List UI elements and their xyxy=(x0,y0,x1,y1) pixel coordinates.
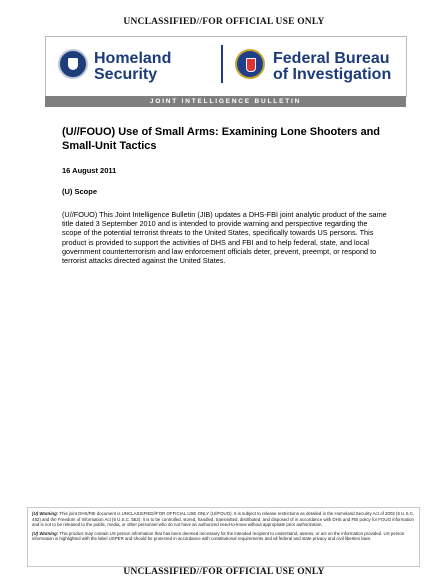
dhs-name-line1: Homeland xyxy=(94,50,172,67)
warning-paragraph-2 xyxy=(32,531,415,542)
warning-notice-box xyxy=(27,507,420,567)
dhs-name-line2: Security xyxy=(94,66,158,83)
section-heading-scope: (U) Scope xyxy=(62,187,98,196)
fbi-name-line1: Federal Bureau xyxy=(273,50,390,67)
fbi-seal-icon xyxy=(235,49,265,79)
classification-banner-bottom: UNCLASSIFIED//FOR OFFICIAL USE ONLY xyxy=(123,567,325,577)
warning-label-1: (U) Warning: xyxy=(32,511,59,516)
warning-text-1: This joint DHS/FBI document is UNCLASSIFIED//FOR OFFICIAL USE ONLY (U//FOUO). It is subject to release restrictions as detailed in the Homeland Security Act of 2002 (6 U.S.C. 482) and the Freedom of Information Act (5 U.S.C. 552). It is to be controlled, stored, handled, transmitted, distributed, and disposed of in accordance with DHS and FBI policy for FOUO information and is not to be released to the public, media, or other personnel who do not have an authorized need-to-know without appropriate prior authorization. xyxy=(32,511,415,528)
dhs-seal-icon xyxy=(58,49,88,79)
bulletin-type-bar: JOINT INTELLIGENCE BULLETIN xyxy=(45,96,406,107)
dhs-wordmark xyxy=(94,51,171,83)
letterhead-divider xyxy=(221,45,223,83)
warning-text-2: This product may contain US person information that has been deemed necessary for the intended recipient to understand, assess, or act on the information provided. US person information is highlighted with the label USPER and should be protected in accordance with constitutional requirements and all federal and state privacy and civil liberties laws. xyxy=(32,530,405,542)
fbi-name-line2: of Investigation xyxy=(273,66,392,83)
document-date: 16 August 2011 xyxy=(62,166,117,175)
classification-banner-top: UNCLASSIFIED//FOR OFFICIAL USE ONLY xyxy=(123,17,325,27)
scope-paragraph: (U//FOUO) This Joint Intelligence Bulletin (JIB) updates a DHS-FBI joint analytic product of the same title dated 3 September 2010 and is intended to provide warning and perspective regarding the scope of the potential terrorist threats to the United States, specifically towards US persons. This product is provided to support the activities of DHS and FBI and to help federal, state, and local government counterterrorism and law enforcement officials deter, prevent, preempt, or respond to terrorist attacks directed against the United States. xyxy=(62,210,387,266)
fbi-wordmark xyxy=(273,51,391,83)
warning-label-2: (U) Warning: xyxy=(32,530,59,536)
document-title: (U//FOUO) Use of Small Arms: Examining Lone Shooters and Small-Unit Tactics xyxy=(62,126,381,152)
warning-paragraph-1 xyxy=(32,511,415,528)
